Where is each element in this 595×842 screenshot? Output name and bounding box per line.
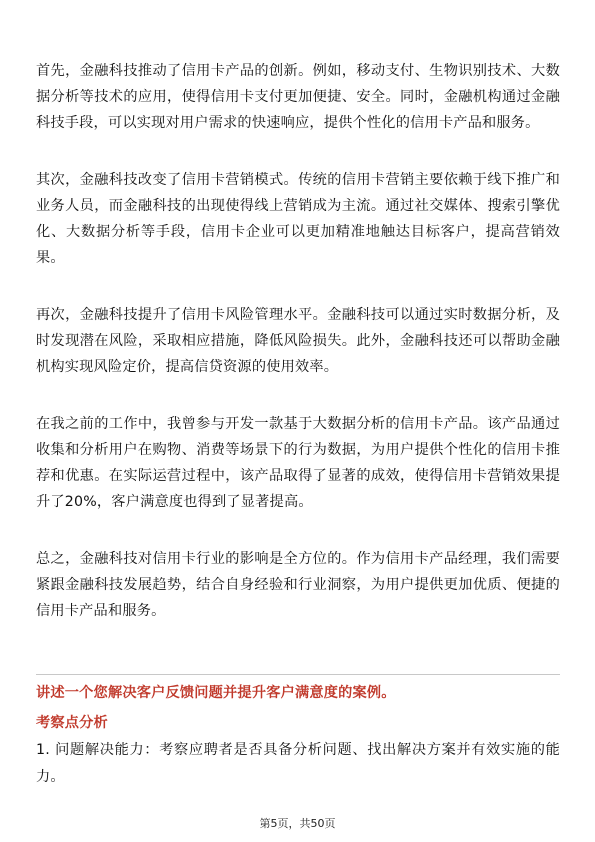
paragraph-risk: 再次，金融科技提升了信用卡风险管理水平。金融科技可以通过实时数据分析，及时发现潜在风险，采取相应措施，降低风险损失。此外，金融科技还可以帮助金融机构实现风险定价，提高信贷资源的使用效率。: [36, 307, 560, 375]
analysis-point: 1. 问题解决能力：考察应聘者是否具备分析问题、找出解决方案并有效实施的能力。: [36, 742, 560, 785]
section-divider: [36, 674, 560, 675]
paragraph-summary: 总之，金融科技对信用卡行业的影响是全方位的。作为信用卡产品经理，我们需要紧跟金融科技发展趋势，结合自身经验和行业洞察，为用户提供更加优质、便捷的信用卡产品和服务。: [36, 551, 560, 619]
question-title: 讲述一个您解决客户反馈问题并提升客户满意度的案例。: [36, 685, 396, 701]
page-number: 第5页，共50页: [259, 817, 336, 830]
analysis-heading: 考察点分析: [36, 715, 108, 731]
paragraph-marketing: 其次，金融科技改变了信用卡营销模式。传统的信用卡营销主要依赖于线下推广和业务人员，而金融科技的出现使得线上营销成为主流。通过社交媒体、搜索引擎优化、大数据分析等手段，信用卡企业可以更加精准地触达目标客户，提高营销效果。: [36, 172, 560, 266]
answer-body: [36, 58, 560, 655]
paragraph-innovation: 首先，金融科技推动了信用卡产品的创新。例如，移动支付、生物识别技术、大数据分析等技术的应用，使得信用卡支付更加便捷、安全。同时，金融机构通过金融科技手段，可以实现对用户需求的快速响应，提供个性化的信用卡产品和服务。: [36, 63, 560, 131]
paragraph-experience: 在我之前的工作中，我曾参与开发一款基于大数据分析的信用卡产品。该产品通过收集和分析用户在购物、消费等场景下的行为数据，为用户提供个性化的信用卡推荐和优惠。在实际运营过程中，该产品取得了显著的成效，使得信用卡营销效果提升了20%，客户满意度也得到了显著提高。: [36, 416, 560, 510]
